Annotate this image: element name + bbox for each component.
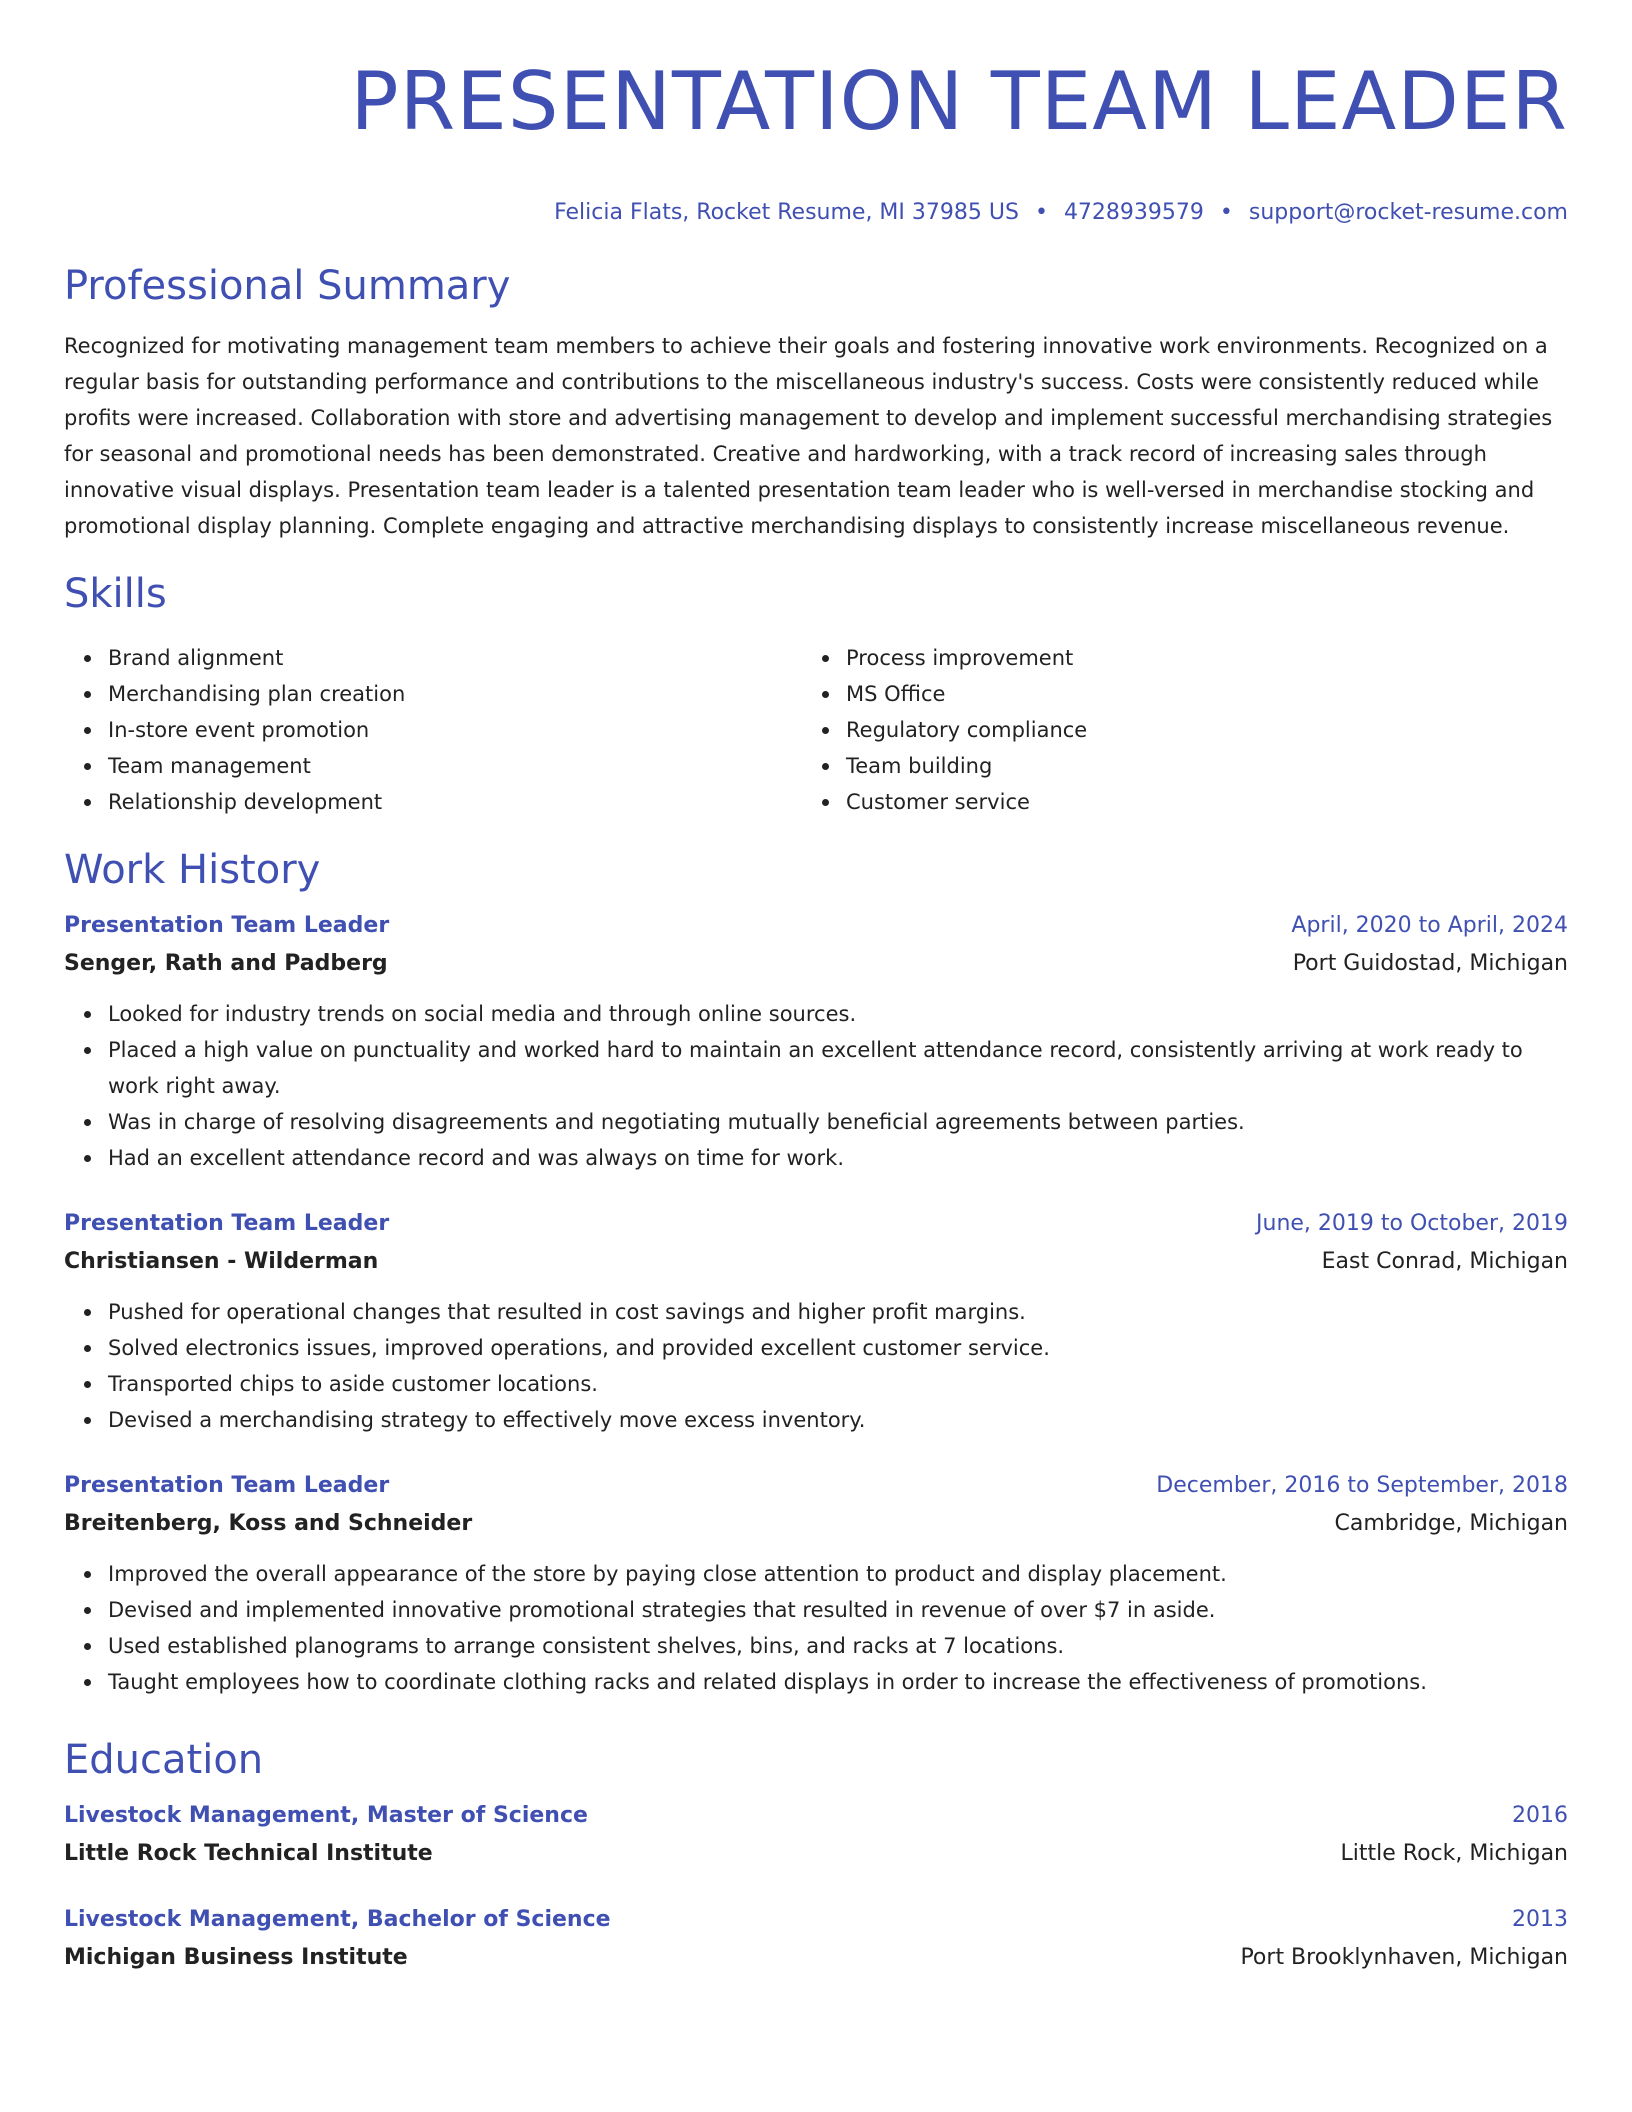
contact-address: Felicia Flats, Rocket Resume, MI 37985 US: [554, 200, 1019, 225]
skill-item: In-store event promotion: [108, 712, 802, 748]
job-bullet: Solved electronics issues, improved operations, and provided excellent customer service.: [108, 1330, 1568, 1366]
job-title: Presentation Team Leader: [64, 913, 390, 938]
education-location: Port Brooklynhaven, Michigan: [1240, 1945, 1568, 1970]
skill-item: MS Office: [846, 676, 1568, 712]
skill-item: Brand alignment: [108, 640, 802, 676]
job-location: East Conrad, Michigan: [1321, 1249, 1568, 1274]
job-bullets: [64, 1556, 1568, 1700]
skills-list-right: [802, 640, 1568, 820]
skill-item: Merchandising plan creation: [108, 676, 802, 712]
job-location: Cambridge, Michigan: [1334, 1511, 1568, 1536]
skill-item: Team management: [108, 748, 802, 784]
education-school: Michigan Business Institute: [64, 1945, 408, 1970]
education-header-row: [64, 1902, 1568, 1938]
skills-list-left: [64, 640, 802, 820]
job-bullet: Was in charge of resolving disagreements and negotiating mutually beneficial agreements between parties.: [108, 1104, 1568, 1140]
education-header-row: [64, 1798, 1568, 1834]
education-degree: Livestock Management, Master of Science: [64, 1803, 588, 1828]
job-header-row: [64, 1206, 1568, 1242]
education-degree: Livestock Management, Bachelor of Science: [64, 1907, 611, 1932]
job-company-row: [64, 1504, 1568, 1544]
section-heading-summary: Professional Summary: [64, 263, 511, 309]
contact-separator: •: [1219, 200, 1233, 225]
job-bullet: Pushed for operational changes that resulted in cost savings and higher profit margins.: [108, 1294, 1568, 1330]
job-company: Breitenberg, Koss and Schneider: [64, 1511, 473, 1536]
section-heading-education: Education: [64, 1737, 264, 1783]
job-bullet: Looked for industry trends on social media and through online sources.: [108, 996, 1568, 1032]
education-school-row: [64, 1938, 1568, 1978]
education-year: 2013: [1512, 1907, 1568, 1932]
education-year: 2016: [1512, 1803, 1568, 1828]
job-title: Presentation Team Leader: [64, 1211, 390, 1236]
skill-item: Customer service: [846, 784, 1568, 820]
job-bullet: Transported chips to aside customer locations.: [108, 1366, 1568, 1402]
contact-phone: 4728939579: [1063, 200, 1204, 225]
education-location: Little Rock, Michigan: [1340, 1841, 1568, 1866]
contact-separator: •: [1034, 200, 1048, 225]
job-bullets: [64, 1294, 1568, 1438]
job-company-row: [64, 944, 1568, 984]
section-heading-work-history: Work History: [64, 847, 321, 893]
skill-item: Relationship development: [108, 784, 802, 820]
job-dates: April, 2020 to April, 2024: [1291, 913, 1568, 938]
job-bullet: Used established planograms to arrange consistent shelves, bins, and racks at 7 locations.: [108, 1628, 1568, 1664]
education-school-row: [64, 1834, 1568, 1874]
resume-title: PRESENTATION TEAM LEADER: [350, 55, 1568, 148]
skill-item: Process improvement: [846, 640, 1568, 676]
section-heading-skills: Skills: [64, 571, 167, 617]
job-bullet: Had an excellent attendance record and was always on time for work.: [108, 1140, 1568, 1176]
job-bullets: [64, 996, 1568, 1176]
education-entry: [64, 1902, 1568, 1978]
job-bullet: Improved the overall appearance of the store by paying close attention to product and display placement.: [108, 1556, 1568, 1592]
job-header-row: [64, 1468, 1568, 1504]
contact-email: support@rocket-resume.com: [1248, 200, 1568, 225]
skills-grid: [64, 640, 1568, 820]
skill-item: Regulatory compliance: [846, 712, 1568, 748]
job-dates: December, 2016 to September, 2018: [1156, 1473, 1568, 1498]
job-bullet: Devised a merchandising strategy to effectively move excess inventory.: [108, 1402, 1568, 1438]
job-entry: [64, 1468, 1568, 1700]
summary-text: Recognized for motivating management team members to achieve their goals and fostering innovative work environments. Recognized on a regular basis for outstanding performance and contributions to the miscellaneous industry's success. Costs were consistently reduced while profits were increased. Collaboration with store and advertising management to develop and implement successful merchandising strategies for seasonal and promotional needs has been demonstrated. Creative and hardworking, with a track record of increasing sales through innovative visual displays. Presentation team leader is a talented presentation team leader who is well-versed in merchandise stocking and promotional display planning. Complete engaging and attractive merchandising displays to consistently increase miscellaneous revenue.: [64, 334, 1553, 538]
job-entry: [64, 1206, 1568, 1438]
job-company-row: [64, 1242, 1568, 1282]
job-location: Port Guidostad, Michigan: [1292, 951, 1568, 976]
skill-item: Team building: [846, 748, 1568, 784]
job-dates: June, 2019 to October, 2019: [1256, 1211, 1568, 1236]
education-entry: [64, 1798, 1568, 1874]
job-title: Presentation Team Leader: [64, 1473, 390, 1498]
job-company: Senger, Rath and Padberg: [64, 951, 388, 976]
job-company: Christiansen - Wilderman: [64, 1249, 379, 1274]
education-school: Little Rock Technical Institute: [64, 1841, 433, 1866]
job-header-row: [64, 908, 1568, 944]
job-entry: [64, 908, 1568, 1176]
job-bullet: Devised and implemented innovative promotional strategies that resulted in revenue of over $7 in aside.: [108, 1592, 1568, 1628]
job-bullet: Taught employees how to coordinate clothing racks and related displays in order to increase the effectiveness of promotions.: [108, 1664, 1568, 1700]
job-bullet: Placed a high value on punctuality and worked hard to maintain an excellent attendance record, consistently arriving at work ready to work right away.: [108, 1032, 1568, 1104]
contact-line: [64, 198, 1568, 228]
